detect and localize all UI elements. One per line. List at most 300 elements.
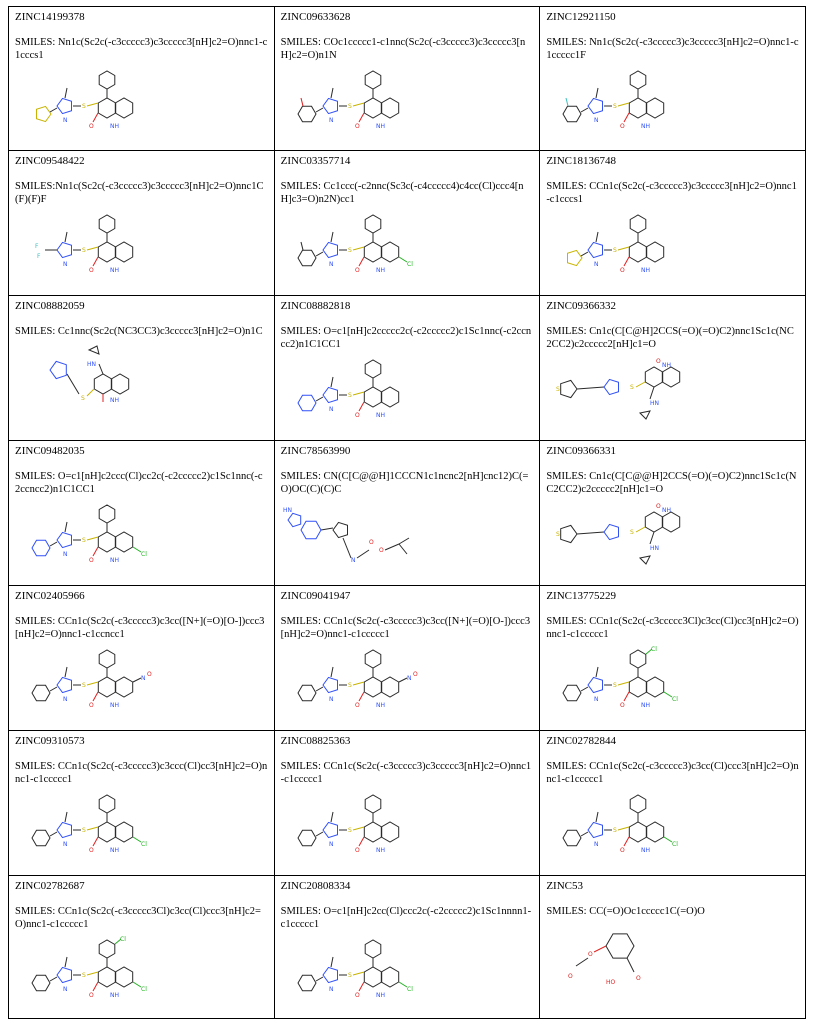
sulfur-label: S <box>347 103 352 110</box>
triazole-n-label: N <box>328 261 334 268</box>
chloro-bond <box>664 837 672 842</box>
structure-drawing <box>546 500 696 568</box>
phenyl-ring <box>99 71 115 89</box>
benzo-ring <box>381 98 398 118</box>
sulfur-label: S <box>347 682 352 689</box>
compound-id: ZINC03357714 <box>280 155 351 167</box>
triazole-n-label: N <box>594 696 599 703</box>
thioether-bond <box>87 827 98 830</box>
aryl-ring <box>32 540 50 556</box>
carbonyl-bond <box>359 257 364 266</box>
carbonyl-bond <box>624 837 629 846</box>
carbonyl-bond <box>359 982 364 991</box>
compound-id: ZINC09366332 <box>546 300 616 312</box>
compound-smiles: SMILES: Cn1c(C[C@H]2CCS(=O)(=O)C2)nnc1Sc1c(NC2CC2)c2ccccc2[nH]c1=O <box>546 326 794 350</box>
chlorine-label: Cl <box>406 261 413 268</box>
nh-label: NH <box>110 847 119 854</box>
hydroxyl-label: HO <box>606 979 616 986</box>
nitro-bond <box>133 678 141 682</box>
table-row <box>9 876 806 1019</box>
quinolinone-ring <box>364 822 381 842</box>
compound-id: ZINC02782844 <box>546 735 616 747</box>
structure-drawing <box>15 210 165 278</box>
compound-cell <box>540 586 806 731</box>
compound-smiles: SMILES: CCn1c(Sc2c(-c3ccccc3)c3ccccc3[nH]c2=O)nnc1-c1cccs1 <box>546 181 797 205</box>
oxygen-label: O <box>354 412 360 419</box>
nitro-o-label: O <box>147 671 152 678</box>
thiophene-ring <box>37 106 52 121</box>
quinolinone-ring <box>630 98 647 118</box>
phenyl-ring <box>365 360 381 378</box>
triazole-n-label: N <box>328 841 334 848</box>
nh-label: NH <box>641 123 651 130</box>
carbamate-n-label: N <box>350 557 356 564</box>
benzo-ring <box>381 822 398 842</box>
thioether-bond <box>87 389 94 396</box>
quinolinone-ring <box>364 967 381 987</box>
triazole-ring <box>57 677 72 692</box>
oxygen-label: O <box>354 123 360 130</box>
phenyl-ring <box>365 795 381 813</box>
aryl-bond <box>316 108 323 112</box>
triazole-n-label: N <box>63 551 68 558</box>
aryl-bond <box>50 977 57 981</box>
n-substituent-bond <box>65 522 67 532</box>
methyl-bond <box>399 538 409 544</box>
chlorine-label: Cl <box>651 646 658 653</box>
carbonyl-bond <box>359 402 364 411</box>
compound-smiles: SMILES: Nn1c(Sc2c(-c3ccccc3)c3ccccc3[nH]c2=O)nnc1-c1ccccc1F <box>546 37 799 61</box>
triazole-n-label: N <box>63 696 68 703</box>
structure-drawing <box>281 66 431 134</box>
phenyl-ring <box>99 505 115 523</box>
thioether-bond <box>353 247 364 250</box>
aryl-ring <box>32 685 50 701</box>
aryl-substituent <box>301 242 303 250</box>
chlorine-label: Cl <box>672 696 679 703</box>
thioether-bond <box>87 682 98 685</box>
compound-smiles: SMILES: O=c1[nH]c2ccc(Cl)cc2c(-c2ccccc2)c1Sc1nnc(-c2ccncc2)n1C1CC1 <box>15 471 263 495</box>
molecule-table <box>8 6 806 1019</box>
triazole-n-label: N <box>594 841 599 848</box>
nh-label: NH <box>110 397 119 404</box>
compound-id: ZINC09310573 <box>15 735 85 747</box>
sulfur-label: S <box>82 247 86 254</box>
aryl-bond <box>581 832 588 836</box>
benzo-ring <box>111 374 128 394</box>
carbonyl-bond <box>624 692 629 701</box>
aryl-ring <box>298 395 316 411</box>
thioether-bond <box>618 103 629 106</box>
phenyl-ring <box>631 215 647 233</box>
chloro-bond <box>133 982 141 987</box>
structure-drawing <box>15 342 165 410</box>
benzo-ring <box>115 532 132 552</box>
compound-smiles: SMILES: O=c1[nH]c2ccccc2c(-c2ccccc2)c1Sc1nnc(-c2ccncc2)n1C1CC1 <box>280 326 532 350</box>
aryl-ring <box>563 830 581 846</box>
phenyl-ring <box>365 650 381 668</box>
compound-id: ZINC13775229 <box>546 590 616 602</box>
aryl-bond <box>50 108 57 112</box>
amine-label: HN <box>650 545 660 552</box>
benzo-ring <box>647 242 664 262</box>
aryl-substituent <box>566 98 568 106</box>
oxygen-label: O <box>89 123 94 130</box>
n-substituent-bond <box>596 812 598 822</box>
structure-drawing <box>281 355 431 423</box>
carboxyl-bond <box>627 958 634 972</box>
sulfur-label: S <box>82 682 86 689</box>
aryl-ring <box>298 106 316 122</box>
amine-label: HN <box>87 361 96 368</box>
compound-smiles: SMILES: COc1ccccc1-c1nnc(Sc2c(-c3ccccc3)c3ccccc3[nH]c2=O)n1N <box>280 37 526 61</box>
quinolinone-ring <box>630 822 647 842</box>
thioether-bond <box>618 247 629 250</box>
thioether-bond <box>353 972 364 975</box>
compound-id: ZINC09633628 <box>280 11 351 23</box>
compound-smiles: SMILES: CCn1c(Sc2c(-c3ccccc3)c3ccccc3[nH]c2=O)nnc1-c1ccccc1 <box>280 761 532 785</box>
triazole-ring <box>323 98 338 113</box>
compound-smiles: SMILES: CCn1c(Sc2c(-c3ccccc3Cl)c3cc(Cl)ccc3[nH]c2=O)nnc1-c1ccccc1 <box>15 906 261 930</box>
carbonyl-bond <box>359 113 364 122</box>
quinolinone-ring <box>364 98 381 118</box>
imidazole-nh-label: HN <box>282 507 292 514</box>
nitro-o-label: O <box>412 671 418 678</box>
benzo-ring <box>381 242 398 262</box>
benzo-ring <box>115 677 132 697</box>
oxygen-label: O <box>354 702 360 709</box>
oxygen-label: O <box>89 992 94 999</box>
purine-n-bond <box>321 528 333 530</box>
compound-cell <box>274 731 540 876</box>
compound-id: ZINC14199378 <box>15 11 85 23</box>
carbonyl-o-label: O <box>368 539 374 546</box>
compound-id: ZINC18136748 <box>546 155 616 167</box>
structure-drawing <box>281 500 431 568</box>
oxygen-label: O <box>620 123 626 130</box>
cyclopropyl-ring <box>640 411 650 419</box>
methyl-bond <box>399 544 407 554</box>
aryl-bond <box>316 687 323 691</box>
table-row <box>9 7 806 151</box>
benzo-ring <box>381 387 398 407</box>
ester-bond <box>594 946 606 952</box>
carbonyl-bond <box>624 257 629 266</box>
thioether-bond <box>353 682 364 685</box>
structure-drawing <box>546 66 696 134</box>
n-substituent-bond <box>331 667 333 677</box>
phenyl-ring <box>99 215 115 233</box>
compound-cell <box>540 7 806 151</box>
aryl-bond <box>50 542 57 546</box>
aryl-bond <box>316 397 323 401</box>
triazole-ring <box>588 677 603 692</box>
nitro-n-label: N <box>141 675 146 682</box>
compound-smiles: SMILES:Nn1c(Sc2c(-c3ccccc3)c3ccccc3[nH]c2=O)nnc1C(F)(F)F <box>15 181 264 205</box>
quinolinone-ring <box>98 532 115 552</box>
fluorine-label: F <box>35 243 39 250</box>
compound-smiles: SMILES: CCn1c(Sc2c(-c3ccccc3)c3cc(Cl)ccc3[nH]c2=O)nnc1-c1ccccc1 <box>546 761 799 785</box>
structure-drawing <box>281 210 431 278</box>
nh-label: NH <box>375 702 385 709</box>
table-row <box>9 151 806 296</box>
compound-id: ZINC08882059 <box>15 300 85 312</box>
carbonyl-bond <box>93 257 98 266</box>
compound-cell <box>274 296 540 441</box>
triazole-n-label: N <box>63 986 68 993</box>
triazole-n-label: N <box>328 406 334 413</box>
compound-smiles: SMILES: CC(=O)Oc1ccccc1C(=O)O <box>546 906 705 917</box>
structure-drawing <box>15 66 165 134</box>
quinolinone-ring <box>98 822 115 842</box>
sulfolane-s-label: S <box>556 386 561 393</box>
imidazole-ring <box>288 513 301 526</box>
triazole-ring <box>323 967 338 982</box>
quinolinone-ring <box>364 242 381 262</box>
oxygen-label: O <box>89 702 94 709</box>
aryl-bond <box>50 687 57 691</box>
n-substituent-bond <box>331 88 333 98</box>
chloro-bond <box>133 547 141 552</box>
nh-label: NH <box>110 992 119 999</box>
thioether-bond <box>353 827 364 830</box>
carbonyl-bond <box>93 982 98 991</box>
phenyl-ring <box>365 215 381 233</box>
thioether-bond <box>618 827 629 830</box>
quinolinone-ring <box>646 367 663 387</box>
oxygen-label: O <box>354 992 360 999</box>
aryl-ring <box>32 975 50 991</box>
nh-label: NH <box>110 702 119 709</box>
sulfolane-ring <box>561 525 577 542</box>
structure-drawing <box>546 922 696 990</box>
carbonyl-bond <box>93 837 98 846</box>
aryl-bond <box>316 252 323 256</box>
n-substituent-bond <box>596 232 598 242</box>
sulfolane-ring <box>561 380 577 397</box>
compound-id: ZINC12921150 <box>546 11 616 23</box>
carbonyl-bond <box>359 837 364 846</box>
compound-cell <box>540 296 806 441</box>
n-substituent-bond <box>65 812 67 822</box>
sulfur-label: S <box>613 827 618 834</box>
triazole-ring <box>57 822 72 837</box>
carboxyl-o-label: O <box>636 975 642 982</box>
nh-label: NH <box>641 702 651 709</box>
triazole-ring <box>604 524 619 539</box>
triazole-ring <box>57 967 72 982</box>
compound-cell <box>274 586 540 731</box>
n-substituent-bond <box>596 88 598 98</box>
compound-cell <box>540 151 806 296</box>
thioether-bond <box>353 392 364 395</box>
thioether-bond <box>87 972 98 975</box>
phenyl-ring <box>631 71 647 89</box>
compound-cell <box>9 7 275 151</box>
thiophene-ring <box>568 250 583 265</box>
amine-bond <box>650 532 654 544</box>
structure-drawing <box>15 935 165 1003</box>
oxygen-label: O <box>620 267 626 274</box>
benzo-ring <box>381 677 398 697</box>
quinolinone-ring <box>98 967 115 987</box>
acetyl-bond <box>576 958 588 966</box>
triazole-ring <box>50 361 66 378</box>
amine-bond <box>99 364 103 374</box>
nh-label: NH <box>641 847 651 854</box>
cyclopropyl-ring <box>640 556 650 564</box>
quinolinone-ring <box>630 677 647 697</box>
triazole-n-label: N <box>328 696 334 703</box>
compound-smiles: SMILES: CN(C[C@@H]1CCCN1c1ncnc2[nH]cnc12)C(=O)OC(C)(C)C <box>280 471 529 495</box>
oxygen-label: O <box>656 503 662 510</box>
triazole-ring <box>57 98 72 113</box>
benzo-ring <box>115 967 132 987</box>
oxygen-label: O <box>620 702 626 709</box>
table-row <box>9 731 806 876</box>
compound-cell <box>9 586 275 731</box>
thioether-bond <box>636 382 645 387</box>
phenyl-ring <box>99 940 115 958</box>
compound-id: ZINC02782687 <box>15 880 85 892</box>
nh-label: NH <box>641 267 651 274</box>
tbutyl-bond <box>385 544 399 550</box>
compound-smiles: SMILES: CCn1c(Sc2c(-c3ccccc3)c3cc([N+](=O)[O-])ccc3[nH]c2=O)nnc1-c1ccncc1 <box>15 616 265 640</box>
triazole-ring <box>57 532 72 547</box>
aryl-bond <box>50 832 57 836</box>
ester-o-label: O <box>378 547 384 554</box>
thioether-bond <box>87 103 98 106</box>
aryl-substituent <box>301 98 303 106</box>
oxygen-label: O <box>89 847 94 854</box>
compound-cell <box>274 876 540 1019</box>
sulfur-label: S <box>347 247 352 254</box>
compound-cell <box>9 151 275 296</box>
compound-cell <box>540 731 806 876</box>
structure-drawing <box>546 645 696 713</box>
n-substituent-bond <box>331 812 333 822</box>
compound-id: ZINC02405966 <box>15 590 85 602</box>
compound-cell <box>274 441 540 586</box>
quinolinone-ring <box>94 374 111 394</box>
compound-id: ZINC09041947 <box>280 590 351 602</box>
fluorine-label: F <box>37 253 41 260</box>
triazole-ring <box>588 98 603 113</box>
oxygen-label: O <box>354 847 360 854</box>
structure-drawing <box>546 210 696 278</box>
sulfur-label: S <box>347 392 352 399</box>
phenyl-ring <box>365 940 381 958</box>
triazole-ring <box>323 242 338 257</box>
sulfur-label: S <box>82 972 86 979</box>
methylene-bond <box>343 538 351 558</box>
structure-drawing <box>546 790 696 858</box>
triazole-ring <box>588 822 603 837</box>
aryl-ring <box>32 830 50 846</box>
chloro-bond <box>133 837 141 842</box>
quinolinone-ring <box>364 387 381 407</box>
n-substituent-bond <box>331 377 333 387</box>
compound-smiles: SMILES: CCn1c(Sc2c(-c3ccccc3Cl)c3cc(Cl)cc3[nH]c2=O)nnc1-c1ccccc1 <box>546 616 799 640</box>
n-substituent-bond <box>65 957 67 967</box>
aryl-ring <box>298 685 316 701</box>
nh-label: NH <box>375 123 385 130</box>
n-substituent-bond <box>65 88 67 98</box>
compound-smiles: SMILES: Cn1c(C[C@@H]2CCS(=O)(=O)C2)nnc1Sc1c(NC2CC2)c2ccccc2[nH]c1=O <box>546 471 797 495</box>
amine-bond <box>650 387 654 399</box>
oxygen-label: O <box>620 847 626 854</box>
quinolinone-ring <box>98 677 115 697</box>
compound-cell <box>9 296 275 441</box>
thioether-bond <box>636 527 645 532</box>
chlorine-label: Cl <box>141 551 147 558</box>
nh-label: NH <box>375 847 385 854</box>
sulfur-label: S <box>630 529 635 536</box>
sulfur-label: S <box>347 827 352 834</box>
nh-label: NH <box>110 123 119 130</box>
oxygen-label: O <box>354 267 360 274</box>
thioether-bond <box>353 103 364 106</box>
chlorine-label: Cl <box>141 841 147 848</box>
triazole-ring <box>323 677 338 692</box>
triazole-n-label: N <box>63 841 68 848</box>
benzo-ring <box>647 822 664 842</box>
compound-id: ZINC09366331 <box>546 445 616 457</box>
compound-cell <box>9 731 275 876</box>
triazole-n-label: N <box>63 117 68 124</box>
nh-label: NH <box>375 992 385 999</box>
nitro-bond <box>399 678 407 682</box>
chlorine-label: Cl <box>120 936 126 943</box>
aryl-bond <box>316 977 323 981</box>
sulfur-label: S <box>630 384 635 391</box>
compound-id: ZINC20808334 <box>280 880 351 892</box>
phenyl-ring <box>631 795 647 813</box>
compound-cell <box>274 151 540 296</box>
aryl-bond <box>581 252 588 256</box>
nh-label: NH <box>375 412 385 419</box>
compound-smiles: SMILES: Cc1ccc(-c2nnc(Sc3c(-c4ccccc4)c4cc(Cl)ccc4[nH]c3=O)n2N)cc1 <box>280 181 524 205</box>
phenyl-ring <box>99 650 115 668</box>
quinolinone-ring <box>646 512 663 532</box>
benzo-ring <box>647 677 664 697</box>
nh-label: NH <box>110 557 119 564</box>
nh-label: NH <box>662 507 672 514</box>
carbonyl-bond <box>359 692 364 701</box>
triazole-n-label: N <box>594 261 599 268</box>
structure-drawing <box>15 500 165 568</box>
chloro-bond <box>399 257 407 262</box>
structure-drawing <box>281 790 431 858</box>
chloro-bond <box>664 692 672 697</box>
triazole-n-label: N <box>63 261 68 268</box>
benzo-ring <box>115 822 132 842</box>
carbonyl-bond <box>93 547 98 556</box>
ester-o-label: O <box>588 951 594 958</box>
compound-cell <box>274 7 540 151</box>
n-substituent-bond <box>65 667 67 677</box>
sulfur-label: S <box>82 103 86 110</box>
compound-cell <box>540 876 806 1019</box>
structure-drawing <box>15 790 165 858</box>
structure-drawing <box>15 645 165 713</box>
triazole-ring <box>604 379 619 394</box>
chlorine-label: Cl <box>141 986 147 993</box>
cyclopropyl-ring <box>89 346 99 354</box>
triazole-ring <box>323 822 338 837</box>
carbamate-bond <box>357 550 369 558</box>
sulfur-label: S <box>613 247 618 254</box>
